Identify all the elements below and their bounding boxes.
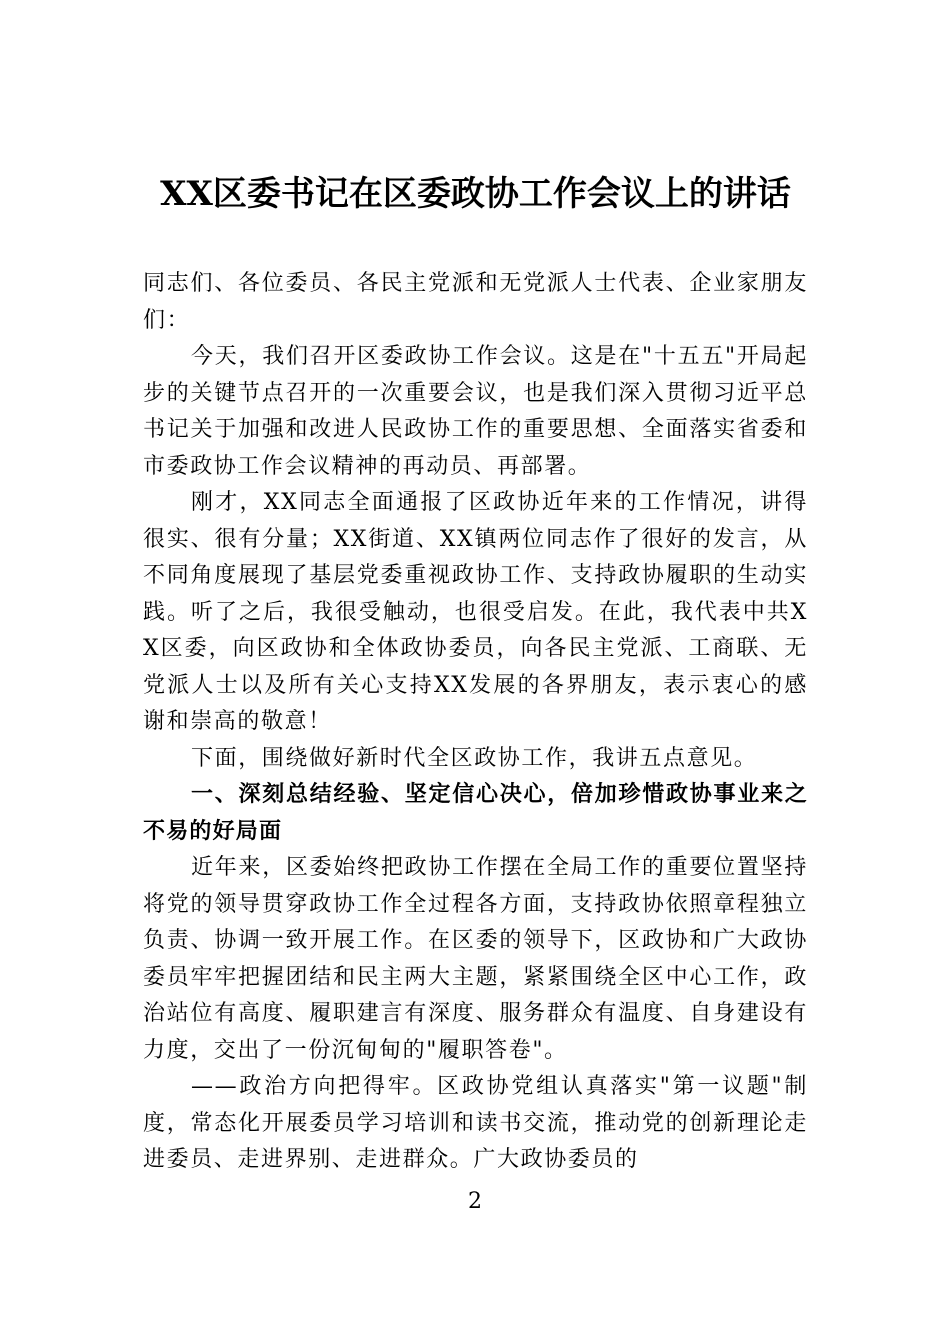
paragraph-thanks: 刚才，XX同志全面通报了区政协近年来的工作情况，讲得很实、很有分量；XX街道、XX镇两位同志作了很好的发言，从不同角度展现了基层党委重视政协工作、支持政协履职的生动实践。听了之后，我很受触动，也很受启发。在此，我代表中共XX区委，向区政协和全体政协委员，向各民主党派、工商联、无党派人士以及所有关心支持XX发展的各界朋友，表示衷心的感谢和崇高的敬意！ — [143, 490, 808, 734]
paragraph-outline: 下面，围绕做好新时代全区政协工作，我讲五点意见。 — [191, 745, 758, 771]
page-number: 2 — [468, 1189, 482, 1214]
paragraph-political-direction: ——政治方向把得牢。区政协党组认真落实"第一议题"制度，常态化开展委员学习培训和读书交流，推动党的创新理论走进委员、走进界别、走进群众。广大政协委员的 — [143, 1074, 808, 1172]
paragraph-review: 近年来，区委始终把政协工作摆在全局工作的重要位置坚持将党的领导贯穿政协工作全过程各方面，支持政协依照章程独立负责、协调一致开展工作。在区委的领导下，区政协和广大政协委员牢牢把握团结和民主两大主题，紧紧围绕全区中心工作，政治站位有高度、履职建言有深度、服务群众有温度、自身建设有力度，交出了一份沉甸甸的"履职答卷"。 — [143, 855, 808, 1063]
paragraph-opening: 今天，我们召开区委政协工作会议。这是在"十五五"开局起步的关键节点召开的一次重要会议，也是我们深入贯彻习近平总书记关于加强和改进人民政协工作的重要思想、全面落实省委和市委政协工作会议精神的再动员、再部署。 — [143, 344, 808, 479]
document-title: XX区委书记在区委政协工作会议上的讲话 — [160, 174, 791, 214]
section-heading-1: 一、深刻总结经验、坚定信心决心，倍加珍惜政协事业来之不易的好局面 — [143, 782, 808, 844]
salutation: 同志们、各位委员、各民主党派和无党派人士代表、企业家朋友们： — [143, 271, 808, 333]
document-body — [143, 266, 808, 1179]
